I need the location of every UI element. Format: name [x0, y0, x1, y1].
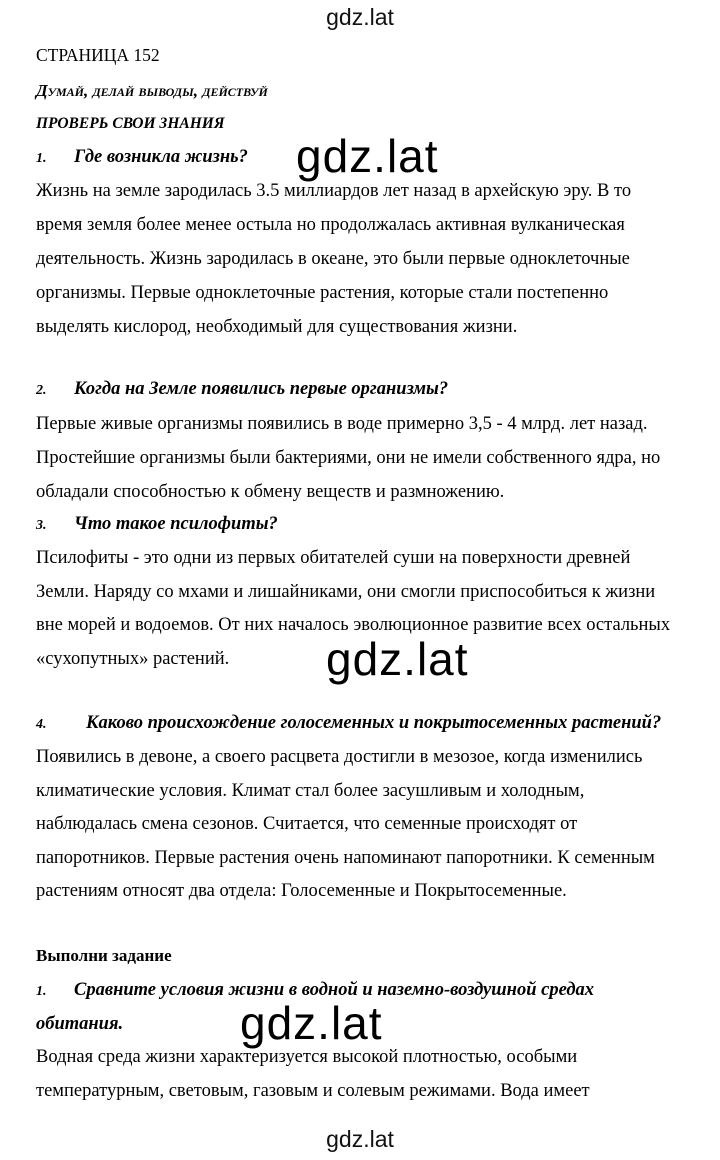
question-number: 4. [36, 717, 47, 732]
answer-line: «сухопутных» растений. [36, 649, 230, 669]
answer-line: температурным, световым, газовым и солевым режимами. Вода имеет [36, 1081, 590, 1101]
site-watermark-bottom: gdz.lat [326, 1126, 394, 1152]
watermark-overlay: gdz.lat [240, 997, 383, 1049]
answer-line: Первые живые организмы появились в воде примерно 3,5 - 4 млрд. лет назад. [36, 414, 648, 434]
answer-line: Псилофиты - это одни из первых обитателей суши на поверхности древней [36, 548, 631, 568]
subsection-title: ПРОВЕРЬ СВОИ ЗНАНИЯ [36, 115, 225, 132]
answer-line: климатические условия. Климат стал более засушливым и холодным, [36, 781, 585, 801]
task-heading [36, 981, 594, 1000]
answer-line: папоротников. Первые растения очень напоминают папоротники. К семенным [36, 848, 655, 868]
answer-line: организмы. Первые одноклеточные растения, которые стали постепенно [36, 283, 609, 303]
page-header: СТРАНИЦА 152 [36, 45, 160, 65]
task-text: Сравните условия жизни в водной и наземно-воздушной средах [74, 980, 594, 1000]
question-text: Что такое псилофиты? [74, 514, 278, 534]
watermark-overlay: gdz.lat [326, 633, 469, 685]
task-number: 1. [36, 984, 47, 999]
answer-line: вне морей и водоемов. От них началось эволюционное развитие всех остальных [36, 615, 671, 635]
watermark-overlay: gdz.lat [296, 130, 439, 182]
answer-line: Жизнь на земле зародилась 3.5 миллиардов лет назад в архейскую эру. В то [36, 181, 632, 201]
answer-line: Водная среда жизни характеризуется высокой плотностью, особыми [36, 1047, 578, 1067]
answer-line: наблюдалась смена сезонов. Считается, что семенные происходят от [36, 814, 578, 834]
answer-line: растениям относят два отдела: Голосеменные и Покрытосеменные. [36, 881, 567, 901]
task-section-title: Выполни задание [36, 946, 172, 965]
question-text: Каково происхождение голосеменных и покрытосеменных растений? [86, 713, 662, 733]
answer-line: выделять кислород, необходимый для существования жизни. [36, 317, 518, 337]
task-heading-continued: обитания. [36, 1014, 124, 1034]
question-heading [36, 380, 448, 399]
question-number: 2. [36, 383, 47, 398]
answer-line: Появились в девоне, а своего расцвета достигли в мезозое, когда изменились [36, 747, 643, 767]
question-number: 1. [36, 151, 47, 166]
question-heading [36, 714, 661, 733]
answer-line: Простейшие организмы были бактериями, они не имели собственного ядра, но [36, 448, 661, 468]
answer-line: Земли. Наряду со мхами и лишайниками, они смогли приспособиться к жизни [36, 582, 656, 602]
question-text: Когда на Земле появились первые организмы? [74, 379, 449, 399]
question-heading [36, 515, 278, 534]
question-text: Где возникла жизнь? [74, 147, 248, 167]
section-title: Думай, делай выводы, действуй [36, 81, 268, 100]
answer-line: деятельность. Жизнь зародилась в океане, это были первые одноклеточные [36, 249, 630, 269]
question-heading [36, 148, 248, 167]
site-watermark-top: gdz.lat [326, 4, 394, 30]
answer-line: время земля более менее остыла но продолжалась активная вулканическая [36, 215, 625, 235]
question-number: 3. [36, 518, 47, 533]
answer-line: обладали способностью к обмену веществ и размножению. [36, 482, 505, 502]
